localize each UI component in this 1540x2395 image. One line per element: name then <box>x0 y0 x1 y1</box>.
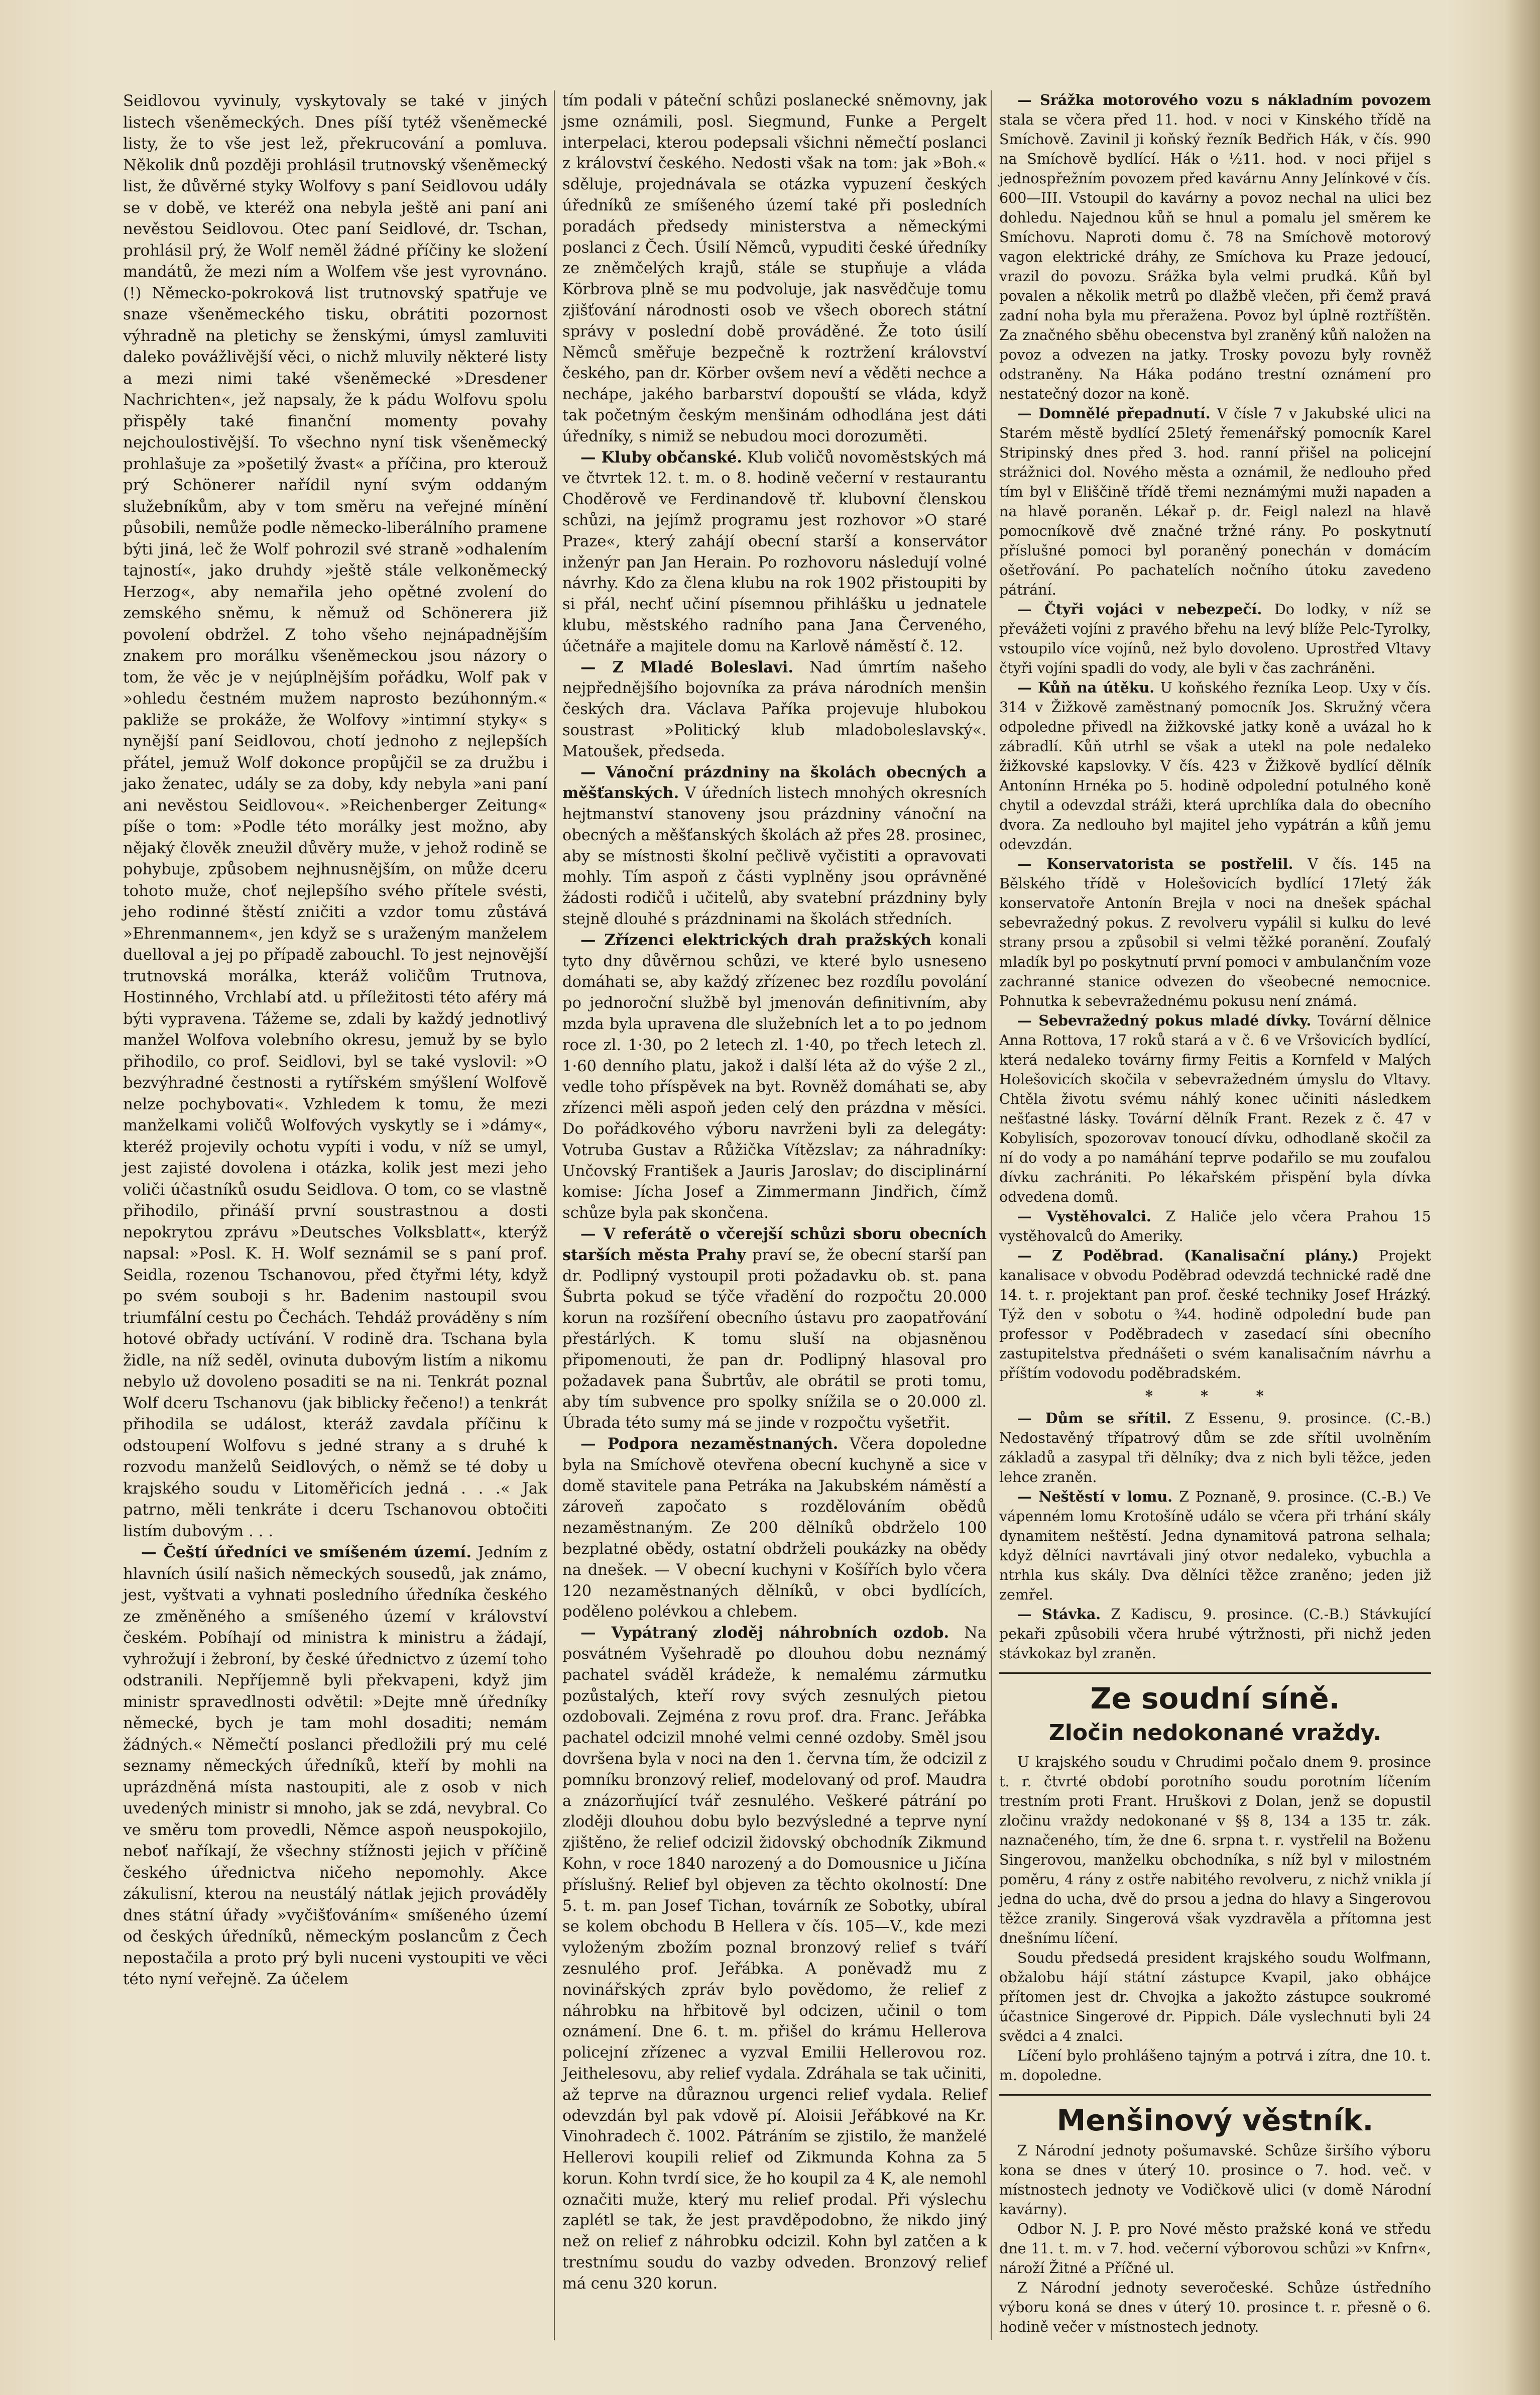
article-headline: — Domnělé přepadnutí. <box>1017 405 1211 422</box>
article-headline: — Kluby občanské. <box>580 448 743 467</box>
article-body: V úředních listech mnohých okresních hejtmanství stanoveny jsou prázdniny vánoční na obecných a měšťanských školách až přes 28. prosinec, aby se místnosti školní pečlivě vyčistiti a opravovati mohly. Tím aspoň z části vyplněny jsou oprávněné žádosti rodičů i učitelů, aby svatební prázdniny byly stejně dlouhé s prázdninami na školách středních. <box>562 784 987 929</box>
article-paragraph <box>562 447 987 657</box>
article-body: praví se, že obecní starší pan dr. Podlipný vystoupil proti požadavku ob. st. pana Šubrta pokud se týče vřadění do rozpočtu 20.000 korun na rozšíření obecního ústavu pro zaopatřování přestárlých. K tomu sluší na objasněnou připomenouti, že pan dr. Podlipný hlasoval pro požadavek pana Šubrtův, ale obrátil se proti tomu, aby tím subvence pro spolky snížila se o 20.000 zl. Úbrada této sumy má se jinde v rozpočtu vyšetřit. <box>562 1246 987 1432</box>
article-body: U koňského řezníka Leop. Uxy v čís. 314 v Žižkově zaměstnaný pomocník Jos. Skružný včera odpoledne přivedl na žižkovské jatky koně a uvázal ho k zábradlí. Kůň utrhl se však a utekl na pole nedaleko žižkovské kapslovky. V čís. 423 v Žižkově bydlící dělník Antonínn Hrnéka po 5. hodině odpolední potulného koně chytil a odevzdal stráži, která uprchlíka dala do obecního dvora. Za nedlouho byl majitel jeho vypátrán a kůň jemu odevzdán. <box>999 679 1431 853</box>
section-title-minority: Menšinový věstník. <box>1056 2103 1374 2137</box>
article-paragraph <box>562 1623 987 2295</box>
column-3 <box>999 90 1431 2337</box>
article-headline: — Sebevražedný pokus mladé dívky. <box>1017 1012 1312 1029</box>
article-headline: — Konservatorista se postřelil. <box>1017 855 1293 872</box>
article-headline: — Vánoční prázdniny na školách obecných a měšťanských. <box>562 763 987 803</box>
article-body: U krajského soudu v Chrudimi počalo dnem 9. prosince t. r. čtvrté období porotního soudu porotním líčením trestním proti Frant. Hruškovi z Dolan, jenž se dopustil zločinu vraždy nedokonané v §§ 8, 134 a 135 tr. zák. naznačeného, tím, že dne 6. srpna t. r. vystřelil na Boženu Singerovou, manželku obchodníka, s níž byl v milostném poměru, 4 rány z ostře nabitého revolveru, z nichž vnikla jí jedna do ucha, dvě do prsou a jedna do hlavy a Singerovou těžce zranily. Singerová však vyzdravěla a přítomna jest dnešnímu líčení. <box>999 1754 1431 1947</box>
column-2 <box>562 90 987 2295</box>
article-body: konali tyto dny důvěrnou schůzi, ve které bylo usneseno domáhati se, aby každý zřízenec bez rozdílu povolání po jednoroční službě byl jmenován definitivním, aby mzda byla upravena dle služebních let a to po jednom roce zl. 1·30, po 2 letech zl. 1·40, po třech letech zl. 1·60 denního platu, jakož i další léta až do výše 2 zl., vedle toho příspěvek na byt. Rovněž domáhati se, aby zřízenci měli aspoň jeden celý den prázdna v měsíci. Do pořádkového výboru navrženi byli za delegáty: Votruba Gustav a Růžička Vítězslav; za náhradníky: Unčovský František a Jauris Jaroslav; do disciplinární komise: Jícha Josef a Zimmermann Jindřich, čímž schůze byla pak skončena. <box>562 931 987 1222</box>
article-headline: — Stávka. <box>1017 1606 1101 1623</box>
article-headline: — Čeští úředníci ve smíšeném území. <box>141 1543 471 1561</box>
article-paragraph <box>562 1434 987 1623</box>
article-paragraph <box>999 1409 1431 1487</box>
article-body: Z Národní jednoty pošumavské. Schůze širšího výboru kona se dnes v úterý 10. prosince o 7. hod. več. v místnostech jednoty ve Vodičkově ulici (v domě Národní kavárny). <box>999 2142 1431 2218</box>
article-body: V čísle 7 v Jakubské ulici na Starém městě bydlící 25letý řemenářský pomocník Karel Stripinský dnes před 3. hod. ranní přišel na policejní strážnici dol. Nového města a oznámil, že nedlouho před tím byl v Eliščině třídě třemi neznámými muži napaden a na hlavě poraněn. Lékař p. dr. Feigl nalezl na hlavě pomocníkově dvě značné tržné rány. Po poskytnutí příslušné pomoci byl poraněný ponechán v domácím ošetřování. Po pachatelích nočního útoku zavedeno pátrání. <box>999 405 1431 598</box>
article-paragraph <box>999 600 1431 678</box>
article-paragraph <box>562 762 987 930</box>
article-body: Včera dopoledne byla na Smíchově otevřena obecní kuchyně a sice v domě stavitele pana Petráka na Jakubském náměstí a zároveň započato s rozdělováním obědů nezaměstnaným. Ze 200 dělníků obdrželo 100 bezplatné obědy, ostatní obdrželi poukázky na obědy na dnešek. — V obecní kuchyni v Košířích bylo včera 120 nezaměstnaných dělníků, v obci bydlících, poděleno polévkou a chlebem. <box>562 1435 987 1621</box>
article-paragraph <box>562 657 987 762</box>
article-body: Tovární dělnice Anna Rottova, 17 roků stará a v č. 6 ve Vršovicích bydlící, která nedaleko továrny firmy Feitis a Kornfeld v Malých Holešovicích skočila v sebevražedném úmyslu do Vltavy. Chtěla životu svému náhlý konec učiniti následkem nešťastné lásky. Tovární dělník Frant. Rezek z č. 47 v Kobylisích, spozorovav tonoucí dívku, odhodlaně skočil za ní do vody a po namáhání teprve podařilo se mu zoufalou dívku zachrániti. Po lékařském přispění byla dívka odvedena domů. <box>999 1012 1431 1205</box>
column-1 <box>123 90 547 1990</box>
article-paragraph <box>999 404 1431 600</box>
article-body: Projekt kanalisace v obvodu Poděbrad odevzdá technické radě dne 14. t. r. projektant pan prof. české techniky Josef Hrázký. Týž den v sobotu o ¾4. hodině odpolední bude pan professor v Poděbradech v zasedací síni obecního zastupitelstva přednášeti o svém kanalisačním návrhu a příštím vodovodu poděbradském. <box>999 1247 1431 1382</box>
section-separator-stars: * * * <box>1145 1387 1285 1404</box>
column-divider <box>554 90 555 2340</box>
article-body: Z Poznaně, 9. prosince. (C.-B.) Ve vápenném lomu Krotošíně událo se včera při trhání skály dynamitem neštěstí. Jedna dynamitová patrona selhala; když dělníci navrtávali jiný otvor nedaleko, vybuchla a ntrhla kus skály. Dva dělníci těžce zraněno; jeden již zemřel. <box>999 1489 1431 1603</box>
page-edge-shadow <box>1505 0 1540 2395</box>
article-headline: — V referátě o včerejší schůzi sboru obecních starších města Prahy <box>562 1225 987 1264</box>
article-body: V čís. 145 na Bělského třídě v Holešovicích bydlící 17letý žák konservatoře Antonín Brejla v noci na dnešek spáchal sebevražedný pokus. Z revolveru vypálil si kulku do levé strany prsou a způsobil si velmi těžké poranění. Zoufalý mladík byl po poskytnutí první pomoci v ambulančním voze zachranné stanice odvezen do všeobecné nemocnice. Pohnutka k sebevražednému pokusu není známá. <box>999 856 1431 1009</box>
article-body: Odbor N. J. P. pro Nové město pražské koná ve středu dne 11. t. m. v 7. hod. večerní výborovou schůzi »v Knfrn«, nároží Žitné a Příčné ul. <box>999 2221 1431 2276</box>
article-paragraph <box>999 90 1431 404</box>
article-body: Z Národní jednoty severočeské. Schůze ústředního výboru koná se dnes v úterý 10. prosince t. r. přesně o 6. hodině večer v místnostech jednoty. <box>999 2279 1431 2335</box>
article-paragraph <box>999 1246 1431 1383</box>
article-paragraph <box>123 1542 547 1990</box>
article-paragraph <box>562 930 987 1224</box>
article-headline: — Vystěhovalci. <box>1017 1208 1151 1225</box>
article-body: Na posvátném Vyšehradě po dlouhou dobu neznámý pachatel sváděl krádeže, k nemalému zármutku pozůstalých, kteří rovy svých zesnulých pietou ozdobovali. Zejména z rovu prof. dra. Franc. Jeřábka pachatel odcizil mnohé velmi cenné ozdoby. Směl jsou dovršena byla v noci na den 1. června tím, že odcizil z pomníku bronzový relief, modelovaný od prof. Maudra a znázorňující tvář zesnulého. Veškeré pátrání po zloději dlouhou dobu bylo bezvýsledné a teprve nyní zjištěno, že relief odcizil židovský obchodník Zikmund Kohn, v roce 1840 narozený a do Domousnice u Jičína příslušný. Relief byl objeven za těchto okolností: Dne 5. t. m. pan Josef Tichan, továrník ze Sobotky, ubíral se kolem obchodu B Hellera v čís. 105—V., kde mezi vyloženým zbožím poznal bronzový relief s tváří zesnulého prof. Jeřábka. A poněvadž mu z novinářských zpráv bylo povědomo, že relief z náhrobku na hřbitově byl odcizen, učinil o tom oznámení. Dne 6. t. m. přišel do krámu Hellerova policejní zřízenec a vyzval Emilii Hellerovou roz. Jeithelesovu, aby relief vydala. Zdráhala se tak učiniti, až teprve na důraznou urgenci relief vydala. Relief odevzdán byl pak vdově pí. Aloisii Jeřábkové na Kr. Vinohradech č. 1002. Pátráním se zjistilo, že manželé Hellerovi koupili relief od Zikmunda Kohna za 5 korun. Kohn tvrdí sice, že ho koupil za 4 K, ale nemohl označiti muže, který mu relief prodal. Při výslechu zaplétl se tak, že jest pravděpodobno, že nikdo jiný než on relief z náhrobku odcizil. Kohn byl zatčen a k trestnímu soudu do vazby odveden. Bronzový relief má cenu 320 korun. <box>562 1624 987 2293</box>
article-paragraph <box>999 678 1431 854</box>
section-rule <box>999 1672 1431 1674</box>
article-paragraph <box>999 1605 1431 1663</box>
article-paragraph <box>999 1207 1431 1246</box>
article-title: Zločin nedokonané vraždy. <box>1048 1720 1382 1746</box>
article-body: Do lodky, v níž se převážeti vojíni z pravého břehu na levý blíže Pelc-Tyrolky, vstoupilo více vojínů, než bylo dovoleno. Uprostřed Vltavy čtyři vojíni spadli do vody, ale byli v čas zachráněni. <box>999 601 1431 676</box>
article-paragraph <box>999 854 1431 1011</box>
article-body: Klub voličů novoměstských má ve čtvrtek 12. t. m. o 8. hodině večerní v restaurantu Choděrově ve Ferdinandově tř. klubovní členskou schůzi, na jejímž programu jest rozhovor »O staré Praze«, který zahájí obecní starší a konservátor inženýr pan Jan Herain. Po rozhovoru následují volné návrhy. Kdo za člena klubu na rok 1902 přistoupiti by si přál, nechť učiní písemnou přihlášku u jednatele klubu, městského radního pana Jana Červeného, účetnáře a majitele domu na Karlově náměstí č. 12. <box>562 448 987 655</box>
article-body: Nad úmrtím našeho nejpřednějšího bojovníka za práva národních menšin českých dra. Václava Paříka projevuje hlubokou soustrast »Politický klub mladoboleslavský«. Matoušek, předseda. <box>562 658 987 760</box>
article-body: Soudu předsedá president krajského soudu Wolfmann, obžalobu hájí státní zástupce Kvapil, jako obhájce přítomen jest dr. Chvojka a jakožto zástupce soukromé účastnice Singerové dr. Pippich. Dále vyslechnuti byli 24 svědci a 4 znalci. <box>999 1950 1431 2044</box>
article-body: Z Haliče jelo včera Prahou 15 vystěhovalců do Ameriky. <box>999 1208 1432 1244</box>
article-headline: — Podpora nezaměstnaných. <box>580 1435 839 1453</box>
article-headline: — Z Mladé Boleslavi. <box>580 658 793 676</box>
article-headline: — Neštěstí v lomu. <box>1017 1488 1173 1505</box>
article-headline: — Z Poděbrad. (Kanalisační plány.) <box>1017 1247 1359 1264</box>
article-headline: — Dům se sřítil. <box>1017 1410 1172 1427</box>
article-paragraph <box>999 1487 1431 1605</box>
article-headline: — Kůň na útěku. <box>1017 679 1155 696</box>
article-body: Líčení bylo prohlášeno tajným a potrvá i zítra, dne 10. t. m. dopoledne. <box>999 2047 1431 2084</box>
article-body: Z Essenu, 9. prosince. (C.-B.) Nedostavěný třípatrový dům se zde sřítil uvolněním základů a zasypal tři dělníky; dva z nich byli těžce, jeden lehce zraněn. <box>999 1410 1432 1486</box>
article-headline: — Vypátraný zloděj náhrobních ozdob. <box>580 1624 950 1642</box>
article-body: Jedním z hlavních úsilí našich německých sousedů, jak známo, jest, vyštvati a vyhnati posledního úředníka českého ze změněného a smíšeného území v království českém. Pobíhají od ministra k ministru a žádají, vyhrožují i žebroní, by české úřednictvo z území toho odstranili. Nepříjemně byli překvapeni, když jim ministr spravedlnosti odvětil: »Dejte mně úředníky německé, bych je tam mohl dosaditi; nemám žádných.« Němečtí poslanci předložili prý mu celé seznamy německých úředníků, kteří by mohli na uprázdněná místa nastoupiti, ale z osob v nich uvedených ministr si mnoho, jak se zdá, nevybral. Co ve směru tom provedli, Němce aspoň neuspokojilo, neboť naříkají, že všechny stížnosti jejich v příčině českého úřednictva ničeho nepomohly. Akce zákulisní, kterou na neustálý nátlak jejich prováděly dnes státní úřady »vyčišťováním« smíšeného území od českých úředníků, německým poslancům z Čech nepostačila a proto prý byli nuceni vystoupiti ve věci této nyní veřejně. Za účelem <box>123 1543 547 1988</box>
article-headline: — Srážka motorového vozu s nákladním povozem <box>1017 91 1431 108</box>
article-paragraph <box>999 1011 1431 1207</box>
section-rule <box>999 2094 1431 2096</box>
column-divider <box>991 90 992 2340</box>
section-title-court: Ze soudní síně. <box>1090 1681 1340 1716</box>
article-headline: — Zřízenci elektrických drah pražských <box>580 931 931 949</box>
article-body: tím podali v páteční schůzi poslanecké sněmovny, jak jsme oznámili, posl. Siegmund, Funke a Pergelt interpelaci, kterou podepsali všichni němečtí poslanci z království českého. Nedosti však na tom: jak »Boh.« sděluje, projednávala se otázka vypuzení českých úředníků ze smíšeného území také při posledních poradách předsedy ministerstva a německými poslanci z Čech. Úsilí Němců, vypuditi české úředníky ze zněmčelých krajů, stále se stupňuje a vláda Körbrova plně se mu podvoluje, jak nasvědčuje tomu zjišťování národnosti osob ve všech oborech státní správy v poslední době prováděné. Že toto úsilí Němců směřuje bezpečně k roztržení království českého, pan dr. Körber ovšem neví a věděti nechce a nechápe, jakého barbarství dopouští se vláda, když tak početným českým menšinám odhodlána jest dáti úředníky, s nimiž se nebudou moci dorozuměti. <box>562 92 987 445</box>
article-paragraph <box>562 1224 987 1434</box>
article-body: stala se včera před 11. hod. v noci v Kinského třídě na Smíchově. Zavinil ji koňský řezník Bedřich Hák, v čís. 990 na Smíchově bydlící. Hák o ½11. hod. v noci přijel s jednospřežním povozem před kavárnu Anny Jelínkové v čís. 600—III. Vstoupil do kavárny a povoz nechal na ulici bez dohledu. Najednou kůň se hnul a pomalu jel směrem ke Smíchovu. Naproti domu č. 78 na Smíchově motorový vagon elektrické dráhy, ze Smíchova ku Praze jedoucí, vrazil do povozu. Srážka byla velmi prudká. Kůň byl povalen a několik metrů po dlažbě vlečen, při čemž pravá zadní noha byla mu přeražena. Povoz byl úplně roztříštěn. Za značného sběhu obecenstva byl zraněný kůň naložen na povoz a odvezen na jatky. Trosky povozu byly rovněž odstraněny. Na Háka podáno trestní oznámení pro nestatečný dozor na koně. <box>999 111 1431 402</box>
article-headline: — Čtyři vojáci v nebezpečí. <box>1017 601 1262 618</box>
article-body: Z Kadiscu, 9. prosince. (C.-B.) Stávkující pekaři způsobili včera hrubé výtržnosti, při nichž jeden stávkokaz byl zraněn. <box>999 1606 1431 1662</box>
article-body: Seidlovou vyvinuly, vyskytovaly se také v jiných listech všeněmeckých. Dnes píší tytéž všeněmecké listy, že to vše jest lež, překrucování a pomluva. Několik dnů později prohlásil trutnovský všeněmecký list, že důvěrné styky Wolfovy s paní Seidlovou udály se v době, ve kteréž ona nebyla ještě ani paní ani nevěstou Seidlovou. Otec paní Seidlové, dr. Tschan, prohlásil prý, že Wolf neměl žádné příčiny ke složení mandátů, že mezi ním a Wolfem vše jest vyrovnáno. (!) Německo-pokroková list trutnovský spatřuje ve snaze všeněmeckého tisku, obrátiti pozornost výhradně na pletichy se ženskými, úmysl zamluviti daleko povážlivější věci, o nichž mluvily některé listy a mezi nimi také všeněmecké »Dresdener Nachrichten«, jež napsaly, že k pádu Wolfovu spolu přispěly také finanční momenty povahy nejchoulostivější. To všechno nyní tisk všeněmecký prohlašuje za »pošetilý žvast« a příčina, pro kterouž prý Schönerer nařídil nyní svým oddaným služebníkům, aby v tom směru na veřejné mínění působili, nemůže podle německo-liberálního pramene býti jiná, leč že Wolf pohrozil své straně »odhalením tajností«, jako druhdy »ještě stále velkoněmecký Herzog«, aby nemařila jeho opětné zvolení do zemského sněmu, k němuž od Schönerera již povolení obdržel. Z toho všeho nejnápadnějším znakem pro morálku všeněmeckou jsou názory o tom, že věc je v nejúplnějším pořádku, Wolf pak v »ohledu čestném mužem naprosto bezúhonným.« pakliže se prokáže, že Wolfovy »intimní styky« s nynější paní Seidlovou, chotí jednoho z nejlepších přátel, jemuž Wolf dokonce propůjčil se za družbu i jako ženatec, udály se za doby, kdy nebyla »ani paní ani nevěstou Seidlovou«. »Reichenberger Zeitung« píše o tom: »Podle této morálky jest možno, aby nějaký člověk zneužil důvěry muže, v jehož rodině se pohybuje, způsobem nejhnusnějším, on může dceru tohoto muže, choť nejlepšího svého přítele svésti, jeho rodinné štěstí zničiti a vzdor tomu zůstává »Ehrenmannem«, jen když se s uraženým manželem duelloval a jej po případě zabouchl. To jest nejnovější trutnovská morálka, kteráž voličům Trutnova, Hostinného, Vrchlabí atd. u příležitosti této aféry má býti vypravena. Tážeme se, zdali by každý jednotlivý manžel Wolfova volebního okresu, jemuž by se bylo přihodilo, co prof. Seidlovi, byl se také vyslovil: »O bezvýhradné čestnosti a rytířském smýšlení Wolfově nelze pochybovati«. Vzhledem k tomu, že mezi manželkami voličů Wolfových vyskytly se i »dámy«, kteréž projevily ochotu vypíti i vodu, v níž se umyl, jest zajisté dovolena i otázka, kolik jest mezi jeho voliči účastníků osudu Seidlova. O tom, co se vlastně přihodilo, přináší první soustrastnou a dosti nepokrytou zprávu »Deutsches Volksblatt«, kterýž napsal: »Posl. K. H. Wolf seznámil se s paní prof. Seidla, rozenou Tschanovou, před čtyřmi léty, když po svém souboji s hr. Badenim nastoupil svou triumfální cestu po Čechách. Tehdáž prováděny s ním hotové obřady uctívání. V rodině dra. Tschana byla židle, na níž seděl, ovinuta dubovým listím a nikomu nebylo už dovoleno posaditi se na ni. Tenkrát poznal Wolf dceru Tschanovu (jak biblicky řečeno!) a tenkrát přihodila se událost, kteráž zavdala příčinu k odstoupení Wolfovu s jedné strany a s druhé k rozvodu manželů Seidlových, o němž se té doby u krajského soudu v Litoměřicích jedná . . .« Jak patrno, měli tenkráte i dceru Tschanovou obtočiti listím dubovým . . . <box>123 92 547 1540</box>
